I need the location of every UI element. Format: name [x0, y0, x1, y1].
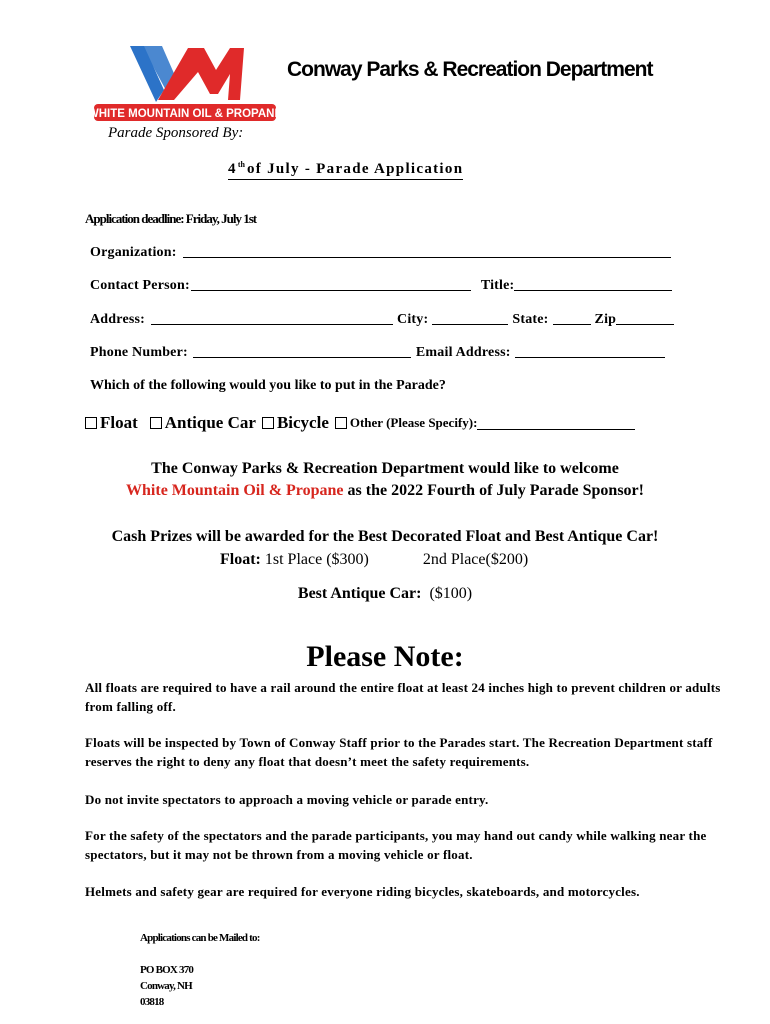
cash-prizes-heading: Cash Prizes will be awarded for the Best Decorated Float and Best Antique Car!	[111, 528, 659, 545]
welcome-line-2-rest: as the 2022 Fourth of July Parade Sponsor!	[343, 482, 644, 499]
float-second-prize: 2nd Place($200)	[422, 551, 529, 568]
zip-label: Zip	[594, 312, 617, 327]
note-rail-requirement: All floats are required to have a rail around the entire float at least 24 inches high to prevent children or adults from falling off.	[85, 680, 721, 714]
float-option-label: Float	[100, 413, 138, 432]
contact-person-label: Contact Person:	[90, 278, 190, 293]
mailing-city: Conway, NH	[140, 980, 192, 992]
mailing-label: Applications can be Mailed to:	[140, 932, 260, 944]
sponsor-name: White Mountain Oil & Propane	[126, 482, 344, 499]
note-inspection: Floats will be inspected by Town of Conway Staff prior to the Parades start. The Recreation Department staff reserves the right to deny any float that doesn’t meet the safety requirements.	[85, 735, 713, 769]
form-title-suffix: th	[237, 160, 245, 169]
application-deadline: Application deadline: Friday, July 1st	[85, 211, 257, 226]
float-first-prize: 1st Place ($300)	[264, 551, 369, 568]
form-title-number: 4	[228, 161, 237, 177]
vm-logo-icon	[92, 40, 278, 122]
other-specify-field[interactable]	[477, 428, 635, 430]
department-title: Conway Parks & Recreation Department	[287, 58, 653, 81]
mailing-zip: 03818	[140, 996, 164, 1008]
entry-type-options	[85, 413, 635, 433]
address-field[interactable]	[151, 323, 393, 325]
city-field[interactable]	[432, 323, 508, 325]
svg-text:WHITE MOUNTAIN OIL & PROPANE: WHITE MOUNTAIN OIL & PROPANE	[92, 108, 278, 120]
contact-person-field[interactable]	[191, 289, 471, 291]
zip-field[interactable]	[616, 323, 674, 325]
organization-field[interactable]	[183, 256, 671, 258]
float-checkbox[interactable]	[85, 417, 97, 429]
antique-car-prize	[0, 585, 770, 603]
address-label: Address:	[90, 312, 146, 327]
entry-type-question: Which of the following would you like to put in the Parade?	[90, 378, 446, 393]
sponsored-by-label: Parade Sponsored By:	[108, 125, 244, 141]
address-row	[90, 312, 674, 328]
email-label: Email Address:	[415, 345, 511, 360]
other-checkbox[interactable]	[335, 417, 347, 429]
contact-row	[90, 278, 672, 294]
welcome-line-1: The Conway Parks & Recreation Department would like to welcome	[151, 460, 619, 477]
bicycle-checkbox[interactable]	[262, 417, 274, 429]
mailing-po-box: PO BOX 370	[140, 964, 194, 976]
other-option-label: Other (Please Specify):	[349, 415, 478, 430]
welcome-line-2	[0, 482, 770, 500]
white-mountain-logo	[92, 40, 278, 122]
form-title-rest: of July - Parade Application	[246, 161, 464, 177]
note-helmets: Helmets and safety gear are required for everyone riding bicycles, skateboards, and motorcycles.	[85, 884, 640, 899]
organization-label: Organization:	[90, 245, 177, 260]
title-field[interactable]	[514, 289, 672, 291]
antique-car-option-label: Antique Car	[164, 413, 256, 432]
float-prizes	[220, 551, 528, 569]
note-candy: For the safety of the spectators and the parade participants, you may hand out candy while walking near the spectators, but it may not be thrown from a moving vehicle or float.	[85, 828, 707, 862]
antique-prize-label: Best Antique Car:	[297, 585, 422, 602]
please-note-heading: Please Note:	[306, 640, 464, 673]
state-field[interactable]	[553, 323, 591, 325]
organization-row	[90, 245, 671, 261]
antique-car-checkbox[interactable]	[150, 417, 162, 429]
phone-field[interactable]	[193, 356, 411, 358]
email-field[interactable]	[515, 356, 665, 358]
antique-prize-value: ($100)	[429, 585, 473, 602]
title-label: Title:	[480, 278, 515, 293]
state-label: State:	[512, 312, 549, 327]
phone-row	[90, 345, 665, 361]
phone-label: Phone Number:	[90, 345, 188, 360]
form-title	[228, 160, 463, 180]
city-label: City:	[397, 312, 429, 327]
float-prize-label: Float:	[220, 551, 261, 568]
note-spectators: Do not invite spectators to approach a moving vehicle or parade entry.	[85, 792, 489, 807]
bicycle-option-label: Bicycle	[276, 413, 329, 432]
